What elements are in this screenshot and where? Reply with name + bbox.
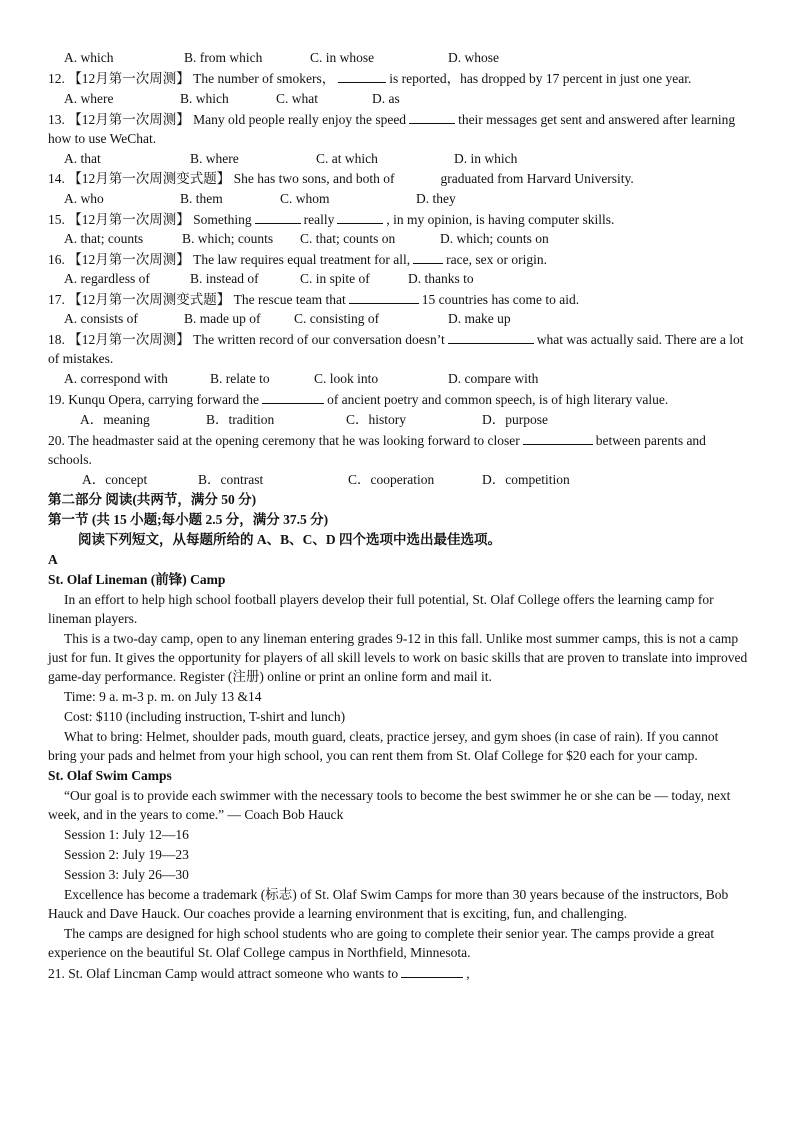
swim-session-3: Session 3: July 26—30 (64, 867, 189, 882)
q19-option-d[interactable]: D．purpose (482, 412, 548, 427)
q12-option-c[interactable]: C. what (276, 91, 318, 106)
q13-option-c[interactable]: C. at which (316, 151, 378, 166)
q20-option-a[interactable]: A．concept (82, 472, 148, 487)
q17-option-b[interactable]: B. made up of (184, 311, 261, 326)
q15-blank-1[interactable] (255, 209, 301, 224)
swim-excellence: Excellence has become a trademark (标志) of St. Olaf Swim Camps for more than 30 years because of the instructors, Bob Hauck and Dave Hauck. Our coaches provide a learning environment that is exciting, fun, and challenging. (48, 887, 729, 921)
q14-option-d[interactable]: D. they (416, 191, 456, 206)
q19-option-a[interactable]: A．meaning (80, 412, 150, 427)
q16-options (48, 269, 748, 289)
q20-stem: 20. The headmaster said at the opening ceremony that he was looking forward to closer between parents and schools. (48, 430, 748, 469)
swim-design: The camps are designed for high school students who are going to complete their senior year. The camps provide a great experience on the beautiful St. Olaf College campus in Northfield, Minnesota. (48, 926, 715, 960)
q18-option-a[interactable]: A. correspond with (64, 371, 168, 386)
q13-blank[interactable] (409, 109, 455, 124)
q17-option-a[interactable]: A. consists of (64, 311, 138, 326)
section1-title: 第一节 (共 15 小题;每小题 2.5 分，满分 37.5 分) (48, 512, 329, 527)
q19-stem: 19. Kunqu Opera, carrying forward the of ancient poetry and common speech, is of high literary value. (48, 389, 748, 409)
q18-options (48, 369, 748, 389)
q13-options (48, 149, 748, 169)
q15-option-d[interactable]: D. which; counts on (440, 231, 549, 246)
q11-options (48, 48, 748, 68)
q18-stem: 18. 【12月第一次周测】 The written record of our conversation doesn’t what was actually said. There are a lot of mistakes. (48, 329, 748, 368)
q12-stem: 12. 【12月第一次周测】 The number of smokers， is reported，has dropped by 17 percent in just one year. (48, 68, 748, 88)
reading-instruction: 阅读下列短文，从每题所给的 A、B、C、D 四个选项中选出最佳选项。 (78, 532, 502, 547)
q15-options (48, 229, 748, 249)
q20-option-b[interactable]: B．contrast (198, 472, 264, 487)
q21-blank[interactable] (401, 963, 463, 978)
q13-option-d[interactable]: D. in which (454, 151, 518, 166)
q14-options (48, 189, 748, 209)
lineman-description: This is a two-day camp, open to any lineman entering grades 9-12 in this fall. Unlike most summer camps, this is not a camp just for fun. It gives the opportunity for players of all skill levels to work on basic skills that are proven to translate into improved game-day performance. Register (注册) online or print an online form and mail it. (48, 631, 748, 684)
q13-option-a[interactable]: A. that (64, 151, 101, 166)
q11-option-c[interactable]: C. in whose (310, 50, 375, 65)
lineman-time: Time: 9 a. m-3 p. m. on July 13 &14 (64, 689, 262, 704)
q18-option-b[interactable]: B. relate to (210, 371, 270, 386)
q16-option-c[interactable]: C. in spite of (300, 271, 370, 286)
exam-page (48, 48, 748, 983)
swim-session-1: Session 1: July 12—16 (64, 827, 189, 842)
q13-option-b[interactable]: B. where (190, 151, 239, 166)
q17-stem: 17. 【12月第一次周测变式题】 The rescue team that 15 countries has come to aid. (48, 289, 748, 309)
q18-option-d[interactable]: D. compare with (448, 371, 539, 386)
q17-blank[interactable] (349, 289, 419, 304)
q14-stem: 14. 【12月第一次周测变式题】 She has two sons, and both of graduated from Harvard University. (48, 171, 634, 186)
q20-options (48, 470, 748, 490)
q20-blank[interactable] (523, 430, 593, 445)
q15-blank-2[interactable] (337, 209, 383, 224)
q17-option-c[interactable]: C. consisting of (294, 311, 380, 326)
q11-option-b[interactable]: B. from which (184, 50, 263, 65)
q19-option-b[interactable]: B．tradition (206, 412, 275, 427)
q12-option-a[interactable]: A. where (64, 91, 114, 106)
q11-option-d[interactable]: D. whose (448, 50, 499, 65)
lineman-intro: In an effort to help high school football players develop their full potential, St. Olaf College offers the learning camp for lineman players. (48, 592, 714, 626)
q14-option-c[interactable]: C. whom (280, 191, 330, 206)
q11-option-a[interactable]: A. which (64, 50, 114, 65)
q17-options (48, 309, 748, 329)
q12-option-b[interactable]: B. which (180, 91, 229, 106)
q18-option-c[interactable]: C. look into (314, 371, 379, 386)
q20-option-c[interactable]: C．cooperation (348, 472, 435, 487)
q19-options (48, 410, 748, 430)
q16-blank[interactable] (413, 249, 443, 264)
q19-blank[interactable] (262, 389, 324, 404)
swim-heading: St. Olaf Swim Camps (48, 768, 172, 783)
lineman-cost: Cost: $110 (including instruction, T-shirt and lunch) (64, 709, 346, 724)
swim-quote: “Our goal is to provide each swimmer with the necessary tools to become the best swimmer he or she can be — today, next week, and in the years to come.” — Coach Bob Hauck (48, 788, 731, 822)
q21-stem: 21. St. Olaf Lincman Camp would attract someone who wants to , (48, 963, 748, 983)
q12-blank[interactable] (338, 68, 386, 83)
swim-session-2: Session 2: July 19—23 (64, 847, 189, 862)
q16-option-b[interactable]: B. instead of (190, 271, 259, 286)
q14-option-a[interactable]: A. who (64, 191, 104, 206)
q15-option-b[interactable]: B. which; counts (182, 231, 274, 246)
q15-stem: 15. 【12月第一次周测】 Something really , in my opinion, is having computer skills. (48, 209, 748, 229)
lineman-heading: St. Olaf Lineman (前锋) Camp (48, 572, 226, 587)
q17-option-d[interactable]: D. make up (448, 311, 511, 326)
q16-option-d[interactable]: D. thanks to (408, 271, 474, 286)
q16-stem: 16. 【12月第一次周测】 The law requires equal treatment for all, race, sex or origin. (48, 249, 748, 269)
part2-title: 第二部分 阅读(共两节，满分 50 分) (48, 492, 257, 507)
lineman-what-to-bring: What to bring: Helmet, shoulder pads, mouth guard, cleats, practice jersey, and gym shoes (in case of rain). If you cannot bring your pads and helmet from your high school, you can rent them from St. Olaf College for $20 each for your camp. (48, 729, 719, 763)
q20-option-d[interactable]: D．competition (482, 472, 570, 487)
passage-label: A (48, 552, 58, 567)
q14-option-b[interactable]: B. them (180, 191, 223, 206)
q15-option-a[interactable]: A. that; counts (64, 231, 144, 246)
q16-option-a[interactable]: A. regardless of (64, 271, 150, 286)
q15-option-c[interactable]: C. that; counts on (300, 231, 396, 246)
q12-option-d[interactable]: D. as (372, 91, 400, 106)
q13-stem: 13. 【12月第一次周测】 Many old people really enjoy the speed their messages get sent and answered after learning how to use WeChat. (48, 109, 748, 148)
q19-option-c[interactable]: C．history (346, 412, 407, 427)
q18-blank[interactable] (448, 329, 534, 344)
q12-options (48, 89, 748, 109)
